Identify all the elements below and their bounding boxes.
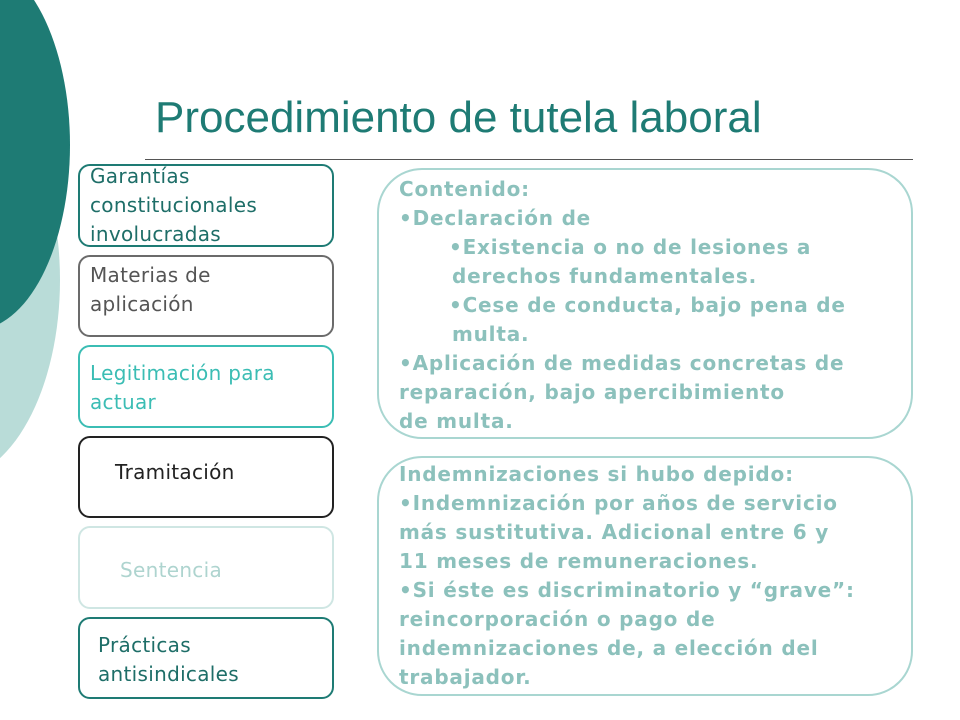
content-bullet-continuation: 11 meses de remuneraciones. — [399, 549, 759, 573]
nav-label-line: Sentencia — [120, 558, 223, 582]
content-subbullet: •Existencia o no de lesiones a — [449, 235, 812, 259]
nav-label-line: actuar — [90, 390, 157, 414]
content-bullet-continuation: indemnizaciones de, a elección del — [399, 636, 819, 660]
nav-item-label — [90, 261, 211, 319]
nav-label-line: involucradas — [90, 222, 221, 246]
nav-label-line: Prácticas — [98, 633, 191, 657]
nav-item-label — [90, 359, 275, 417]
nav-label-line: Legitimación para — [90, 361, 275, 385]
nav-label-line: Tramitación — [115, 460, 235, 484]
nav-label-line: antisindicales — [98, 662, 239, 686]
content-bullet-continuation: reparación, bajo apercibimiento — [399, 380, 785, 404]
content-bullet: •Si éste es discriminatorio y “grave”: — [399, 578, 855, 602]
content-bullet-continuation: reincorporación o pago de — [399, 607, 716, 631]
content-bullet-continuation: trabajador. — [399, 665, 532, 689]
content-box-contenido — [377, 168, 913, 439]
nav-item-label — [98, 631, 239, 689]
content-bullet-continuation: más sustitutiva. Adicional entre 6 y — [399, 520, 830, 544]
content-subbullet: •Cese de conducta, bajo pena de — [449, 293, 846, 317]
content-box-indemnizaciones — [377, 456, 913, 696]
content-heading: Indemnizaciones si hubo depido: — [399, 462, 794, 486]
content-bullet: •Indemnización por años de servicio — [399, 491, 838, 515]
nav-label-line: Materias de — [90, 263, 211, 287]
nav-label-line: Garantías — [90, 164, 190, 188]
title-divider — [145, 159, 913, 160]
nav-item-label — [90, 162, 257, 249]
content-heading: Contenido: — [399, 177, 530, 201]
nav-label-line: aplicación — [90, 292, 194, 316]
nav-item-tramitacion[interactable] — [78, 436, 334, 518]
content-subbullet-continuation: multa. — [452, 322, 530, 346]
nav-item-materias[interactable] — [78, 255, 334, 337]
content-subbullet-continuation: derechos fundamentales. — [452, 264, 758, 288]
nav-item-sentencia[interactable] — [78, 526, 334, 609]
nav-label-line: constitucionales — [90, 193, 258, 217]
content-bullet: •Aplicación de medidas concretas de — [399, 351, 845, 375]
nav-item-legitimacion[interactable] — [78, 345, 334, 428]
nav-item-label — [115, 458, 235, 487]
nav-item-label — [120, 556, 222, 585]
nav-item-garantias[interactable] — [78, 164, 334, 247]
slide-title: Procedimiento de tutela laboral — [155, 93, 762, 142]
content-bullet-continuation: de multa. — [399, 409, 514, 433]
nav-item-practicas[interactable] — [78, 617, 334, 699]
content-bullet: •Declaración de — [399, 206, 592, 230]
